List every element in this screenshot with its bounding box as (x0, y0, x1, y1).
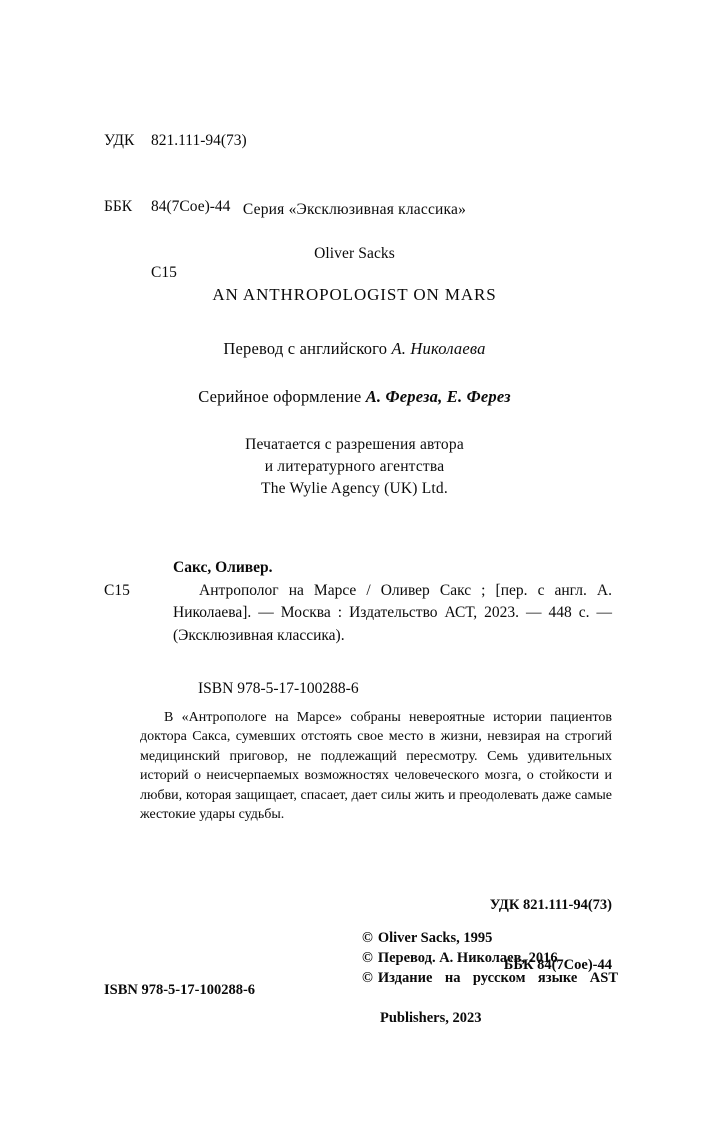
permission-line-1: Печатается с разрешения автора (245, 436, 464, 453)
shelfmark-top: С15 (151, 264, 177, 281)
isbn-bottom: ISBN 978-5-17-100288-6 (104, 982, 256, 998)
permission-line-2: и литературного агентства (264, 458, 445, 475)
designer-credit (0, 386, 709, 408)
copyright-symbol-icon: © (362, 950, 373, 966)
copyright-edition-text-a: Издание на русском языке AST (377, 970, 618, 986)
isbn-record: ISBN 978-5-17-100288-6 (198, 680, 359, 697)
bbk-value-top: 84(7Сое)-44 (151, 198, 231, 215)
udk-value-top: 821.111-94(73) (151, 132, 247, 149)
bbk-label-top: ББК (104, 198, 133, 215)
bibliographic-record (104, 557, 612, 647)
copyright-line-translation (362, 948, 618, 968)
annotation-block (140, 708, 612, 824)
series-line: Серия «Эксклюзивная классика» (242, 201, 467, 218)
copyright-line-edition-cont: Publishers, 2023 (380, 1010, 482, 1026)
translator-credit (0, 338, 709, 360)
translator-name: А. Николаева (391, 339, 486, 358)
original-title: AN ANTHROPOLOGIST ON MARS (212, 285, 497, 304)
annotation-text: В «Антропологе на Марсе» собраны невероятные истории пациентов доктора Сакса, сумевших отстоять свое место в жизни, невзирая на строгий медицинский приговор, не подлежащий пересмотру. Семь удивительных историй о неисчерпаемых возможностях человеческого мозга, о стойкости и любви, которая защищает, спасает, дает силы жить и преодолевать даже самые жестокие удары судьбы. (140, 710, 612, 823)
copyright-symbol-icon: © (362, 970, 373, 986)
permission-line-3: The Wylie Agency (UK) Ltd. (261, 480, 448, 497)
copyright-line-author (362, 928, 618, 948)
udk-code-row-top (104, 130, 247, 152)
bbk-code-bottom: ББК 84(7Сое)-44 (503, 957, 612, 973)
annotation-paragraph (140, 708, 612, 824)
biblio-shelfmark: С15 (104, 581, 130, 599)
credits-block (0, 200, 709, 500)
author-name: Oliver Sacks (314, 245, 395, 262)
permission-notice (0, 434, 709, 500)
designer-prefix: Серийное оформление (198, 387, 366, 406)
biblio-description-block (104, 580, 612, 648)
copyright-symbol-icon: © (362, 930, 373, 946)
copyright-translation-text: Перевод. А. Николаев, 2016 (377, 950, 558, 966)
copyright-line-edition (362, 968, 618, 1008)
copyright-block (362, 928, 618, 1028)
copyright-author-text: Oliver Sacks, 1995 (377, 930, 493, 946)
translator-prefix: Перевод с английского (223, 339, 392, 358)
udk-code-bottom: УДК 821.111-94(73) (489, 897, 612, 913)
designer-names: А. Фереза, Е. Ферез (365, 387, 511, 406)
udk-label-top: УДК (104, 132, 135, 149)
biblio-author-heading: Сакс, Оливер. (173, 559, 273, 576)
biblio-description: Антрополог на Марсе / Оливер Сакс ; [пер. с англ. А. Николаева]. — Москва : Издательство АСТ, 2023. — 448 с. — (Эксклюзивная классика). (173, 581, 612, 644)
